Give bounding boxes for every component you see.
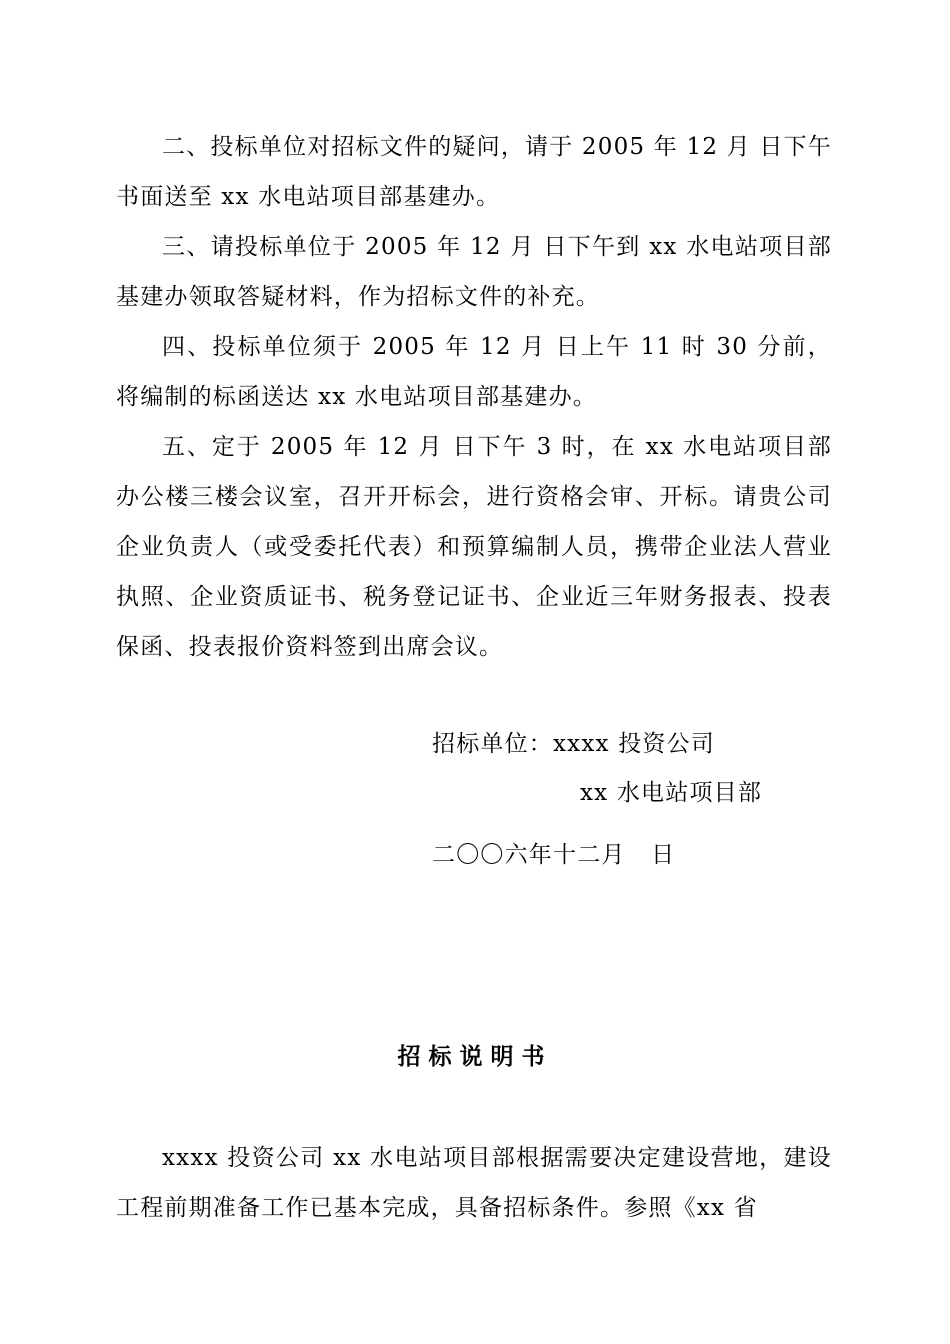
notice-paragraph-4: 四、投标单位须于 2005 年 12 月 日上午 11 时 30 分前，将编制的标函送达 xx 水电站项目部基建办。 — [116, 334, 832, 410]
intro-body — [116, 1133, 832, 1233]
intro-paragraph: xxxx 投资公司 xx 水电站项目部根据需要决定建设营地，建设工程前期准备工作已基本完成，具备招标条件。参照《xx 省 — [116, 1145, 832, 1221]
notice-paragraph-2: 二、投标单位对招标文件的疑问，请于 2005 年 12 月 日下午书面送至 xx 水电站项目部基建办。 — [116, 134, 832, 210]
signature-date: 二〇〇六年十二月 日 — [432, 842, 676, 868]
notice-paragraph-5: 五、定于 2005 年 12 月 日下午 3 时，在 xx 水电站项目部办公楼三楼会议室，召开开标会，进行资格会审、开标。请贵公司企业负责人（或受委托代表）和预算编制人员，携带企业法人营业执照、企业资质证书、税务登记证书、企业近三年财务报表、投表保函、投表报价资料签到出席会议。 — [116, 434, 832, 660]
signature-department: xx 水电站项目部 — [580, 780, 763, 806]
section-title: 招标说明书 — [397, 1044, 553, 1070]
notice-paragraph-3: 三、请投标单位于 2005 年 12 月 日下午到 xx 水电站项目部基建办领取答疑材料，作为招标文件的补充。 — [116, 234, 832, 310]
signature-unit: 招标单位：xxxx 投资公司 — [432, 731, 715, 757]
notice-body — [116, 122, 832, 672]
